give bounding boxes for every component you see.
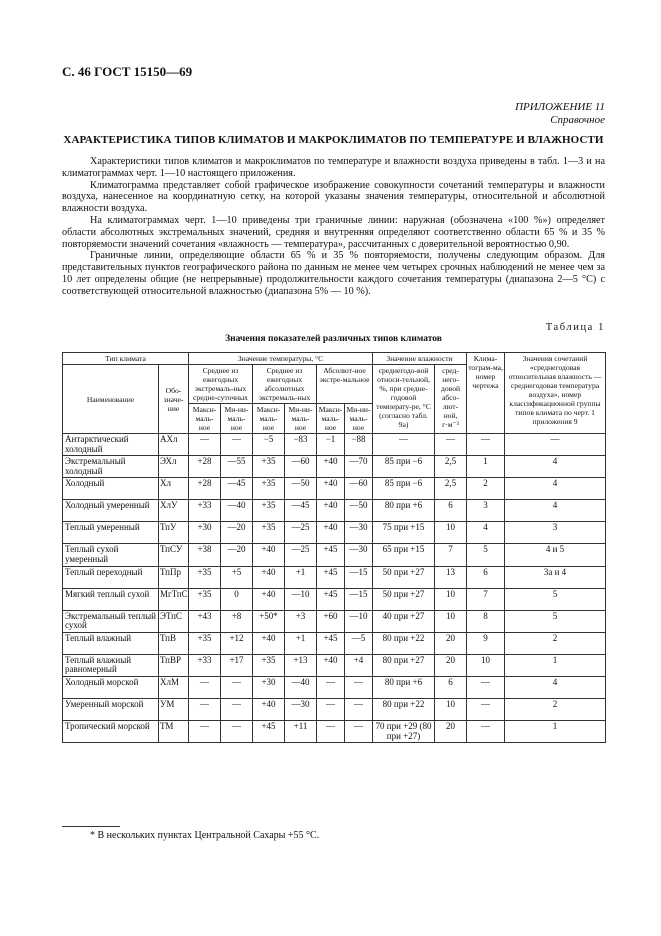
table-row (63, 544, 606, 566)
value-cell: 3а и 4 (505, 566, 606, 588)
value-cell: +35 (189, 588, 221, 610)
climate-code-cell: УМ (159, 698, 189, 720)
table-row (63, 720, 606, 742)
value-cell: — (221, 698, 253, 720)
value-cell: +35 (189, 632, 221, 654)
value-cell: —25 (285, 522, 317, 544)
value-cell: 2,5 (435, 456, 467, 478)
climate-code-cell: ТпУ (159, 522, 189, 544)
climate-code-cell: ТпВР (159, 654, 189, 676)
value-cell: 1 (467, 456, 505, 478)
value-cell: —10 (345, 610, 373, 632)
value-cell: +45 (317, 588, 345, 610)
value-cell: +40 (317, 522, 345, 544)
value-cell: +4 (345, 654, 373, 676)
value-cell: 1 (505, 654, 606, 676)
value-cell: +30 (189, 522, 221, 544)
footnote-divider (62, 826, 120, 827)
value-cell: 5 (505, 610, 606, 632)
value-cell: 13 (435, 566, 467, 588)
value-cell: +50* (253, 610, 285, 632)
value-cell: 6 (435, 676, 467, 698)
value-cell: +40 (317, 654, 345, 676)
value-cell: —30 (345, 544, 373, 566)
value-cell: +45 (317, 632, 345, 654)
table-row (63, 610, 606, 632)
value-cell: 80 при +6 (373, 500, 435, 522)
paragraph: Характеристики типов климатов и макроклиматов по температуре и влажности воздуха приведены в табл. 1—3 и на климатограммах черт. 1—10 настоящего приложения. (62, 156, 605, 179)
climate-code-cell: ЭТпС (159, 610, 189, 632)
value-cell: 40 при +27 (373, 610, 435, 632)
value-cell: +40 (253, 632, 285, 654)
value-cell: — (221, 676, 253, 698)
value-cell: 75 при +15 (373, 522, 435, 544)
page-header: С. 46 ГОСТ 15150—69 (62, 64, 193, 79)
value-cell: +40 (253, 698, 285, 720)
climate-name-cell: Холодный морской (63, 676, 159, 698)
value-cell: 3 (467, 500, 505, 522)
appendix-number: ПРИЛОЖЕНИЕ 11 (515, 101, 605, 113)
value-cell: 80 при +27 (373, 654, 435, 676)
value-cell: 2 (505, 698, 606, 720)
footnote: * В нескольких пунктах Центральной Сахары +55 °С. (90, 830, 320, 841)
value-cell: 70 при +29 (80 при +27) (373, 720, 435, 742)
climate-name-cell: Умеренный морской (63, 698, 159, 720)
value-cell: —15 (345, 588, 373, 610)
value-cell: +35 (253, 500, 285, 522)
value-cell: +40 (253, 566, 285, 588)
value-cell: +35 (253, 654, 285, 676)
appendix-type: Справочное (550, 114, 605, 126)
value-cell: +45 (317, 544, 345, 566)
value-cell: +8 (221, 610, 253, 632)
value-cell: —10 (285, 588, 317, 610)
header-min: Ми-ни-маль-ное (221, 404, 253, 434)
value-cell: —20 (221, 544, 253, 566)
climate-code-cell: Хл (159, 478, 189, 500)
value-cell: 2 (505, 632, 606, 654)
value-cell: — (373, 434, 435, 456)
value-cell: — (221, 720, 253, 742)
value-cell: 20 (435, 720, 467, 742)
value-cell: —45 (221, 478, 253, 500)
header-combination: Значения сочетаний «среднегодовая относительная влажность — среднегодовая температура воздуха», номер классификационной группы типов климата по черт. 1 приложения 9 (505, 353, 606, 434)
table-row (63, 654, 606, 676)
value-cell: +45 (317, 566, 345, 588)
value-cell: 1 (505, 720, 606, 742)
value-cell: — (467, 676, 505, 698)
climate-code-cell: АХл (159, 434, 189, 456)
value-cell: 10 (435, 610, 467, 632)
value-cell: — (467, 720, 505, 742)
value-cell: — (345, 720, 373, 742)
value-cell: — (189, 720, 221, 742)
value-cell: 4 (505, 456, 606, 478)
climate-code-cell: МгТпС (159, 588, 189, 610)
value-cell: +13 (285, 654, 317, 676)
value-cell: 3 (505, 522, 606, 544)
value-cell: — (221, 434, 253, 456)
value-cell: 4 (505, 676, 606, 698)
header-code: Обо-значе-ние (159, 365, 189, 434)
value-cell: 65 при +15 (373, 544, 435, 566)
climate-name-cell: Экстремальный холодный (63, 456, 159, 478)
value-cell: — (189, 698, 221, 720)
value-cell: —30 (345, 522, 373, 544)
value-cell: 80 при +22 (373, 698, 435, 720)
header-temperature: Значение температуры, °С (189, 353, 373, 365)
value-cell: 2 (467, 478, 505, 500)
value-cell: 6 (435, 500, 467, 522)
appendix-label (515, 101, 605, 127)
value-cell: +11 (285, 720, 317, 742)
value-cell: 4 (505, 500, 606, 522)
value-cell: —25 (285, 544, 317, 566)
value-cell: +1 (285, 566, 317, 588)
value-cell: —70 (345, 456, 373, 478)
header-avg-annual-extreme: Среднее из ежегодных абсолютных экстремаль-ных (253, 365, 317, 404)
value-cell: 80 при +6 (373, 676, 435, 698)
value-cell: — (345, 698, 373, 720)
value-cell: +28 (189, 456, 221, 478)
climate-name-cell: Тропический морской (63, 720, 159, 742)
climate-code-cell: ХлМ (159, 676, 189, 698)
value-cell: +33 (189, 654, 221, 676)
value-cell: +35 (253, 478, 285, 500)
value-cell: +30 (253, 676, 285, 698)
value-cell: +35 (189, 566, 221, 588)
value-cell: 85 при −6 (373, 456, 435, 478)
value-cell: — (189, 434, 221, 456)
document-title: ХАРАКТЕРИСТИКА ТИПОВ КЛИМАТОВ И МАКРОКЛИМАТОВ ПО ТЕМПЕРАТУРЕ И ВЛАЖНОСТИ (63, 134, 604, 146)
header-humidity: Значение влажности (373, 353, 467, 365)
header-absolute-extreme: Абсолют-ное экстре-мальное (317, 365, 373, 404)
body-text (62, 156, 605, 298)
header-climatogram: Клима-тограм-ма, номер чертежа (467, 353, 505, 434)
value-cell: — (345, 676, 373, 698)
value-cell: +33 (189, 500, 221, 522)
value-cell: 6 (467, 566, 505, 588)
value-cell: 50 при +27 (373, 588, 435, 610)
value-cell: +28 (189, 478, 221, 500)
value-cell: — (505, 434, 606, 456)
value-cell: 9 (467, 632, 505, 654)
climate-name-cell: Экстремальный теплый сухой (63, 610, 159, 632)
value-cell: 4 (467, 522, 505, 544)
climate-code-cell: ТМ (159, 720, 189, 742)
value-cell: 7 (435, 544, 467, 566)
value-cell: +35 (253, 522, 285, 544)
table-number: Таблица 1 (545, 322, 605, 333)
table-row (63, 632, 606, 654)
climate-name-cell: Теплый переходный (63, 566, 159, 588)
value-cell: 10 (435, 588, 467, 610)
header-absolute-humidity: сред-него-довой абсо-лют-ной, г·м⁻³ (435, 365, 467, 434)
value-cell: —45 (285, 500, 317, 522)
value-cell: 10 (467, 654, 505, 676)
table-body (63, 434, 606, 743)
value-cell: —5 (345, 632, 373, 654)
climate-name-cell: Теплый сухой умеренный (63, 544, 159, 566)
climate-table (62, 352, 606, 743)
table-row (63, 478, 606, 500)
value-cell: —20 (221, 522, 253, 544)
table-row (63, 698, 606, 720)
paragraph: Граничные линии, определяющие области 65 % и 35 % повторяемости, получены следующим образом. Для представительных пунктов географического района по данным не менее чем четырех срочных наблюдений не менее чем за 10 лет определены общие (не непрерывные) продолжительности каждого сочетания температуры (диапазона 2—5 °С) с соответствующей относительной влажностью (диапазона 5% — 10 %). (62, 250, 605, 297)
value-cell: +40 (317, 500, 345, 522)
value-cell: +40 (253, 588, 285, 610)
header-climate-type: Тип климата (63, 353, 189, 365)
value-cell: +43 (189, 610, 221, 632)
value-cell: −1 (317, 434, 345, 456)
table-row (63, 588, 606, 610)
value-cell: 10 (435, 698, 467, 720)
value-cell: +60 (317, 610, 345, 632)
value-cell: — (467, 698, 505, 720)
value-cell: 0 (221, 588, 253, 610)
value-cell: 8 (467, 610, 505, 632)
climate-code-cell: ЭХл (159, 456, 189, 478)
climate-name-cell: Теплый умеренный (63, 522, 159, 544)
table-row (63, 676, 606, 698)
paragraph: На климатограммах черт. 1—10 приведены три граничные линии: наружная (обозначена «100 %») определяет области абсолютных экстремальных значений, средняя и внутренняя определяют соответственно области 65 % и 35 % повторяемости значений сочетания «влажность — температура», рассчитанных с доверительной вероятностью 0,90. (62, 214, 605, 250)
header-min: Ми-ни-маль-ное (285, 404, 317, 434)
value-cell: —40 (221, 500, 253, 522)
value-cell: +1 (285, 632, 317, 654)
value-cell: — (317, 720, 345, 742)
climate-code-cell: ТпСУ (159, 544, 189, 566)
value-cell: — (317, 676, 345, 698)
value-cell: 10 (435, 522, 467, 544)
table-row (63, 522, 606, 544)
value-cell: —40 (285, 676, 317, 698)
value-cell: — (467, 434, 505, 456)
value-cell: — (317, 698, 345, 720)
value-cell: +3 (285, 610, 317, 632)
value-cell: 85 при −6 (373, 478, 435, 500)
value-cell: 7 (467, 588, 505, 610)
header-max: Макси-маль-ное (317, 404, 345, 434)
table-row (63, 500, 606, 522)
value-cell: +45 (253, 720, 285, 742)
table-caption: Значения показателей различных типов климатов (225, 334, 442, 344)
value-cell: +40 (253, 544, 285, 566)
climate-name-cell: Теплый влажный равномерный (63, 654, 159, 676)
value-cell: −5 (253, 434, 285, 456)
value-cell: —55 (221, 456, 253, 478)
value-cell: 20 (435, 654, 467, 676)
value-cell: −88 (345, 434, 373, 456)
header-max: Макси-маль-ное (189, 404, 221, 434)
value-cell: 4 (505, 478, 606, 500)
value-cell: 80 при +22 (373, 632, 435, 654)
value-cell: +38 (189, 544, 221, 566)
value-cell: 20 (435, 632, 467, 654)
value-cell: +5 (221, 566, 253, 588)
value-cell: —60 (345, 478, 373, 500)
value-cell: — (189, 676, 221, 698)
value-cell: −83 (285, 434, 317, 456)
climate-name-cell: Мягкий теплый сухой (63, 588, 159, 610)
value-cell: 5 (467, 544, 505, 566)
value-cell: 4 и 5 (505, 544, 606, 566)
value-cell: +17 (221, 654, 253, 676)
header-avg-daily: Среднее из ежегодных экстремаль-ных средне-суточных (189, 365, 253, 404)
value-cell: +40 (317, 478, 345, 500)
climate-name-cell: Теплый влажный (63, 632, 159, 654)
value-cell: +40 (317, 456, 345, 478)
value-cell: —30 (285, 698, 317, 720)
header-min: Ми-ни-маль-ное (346, 405, 371, 432)
value-cell: +35 (253, 456, 285, 478)
value-cell: —15 (345, 566, 373, 588)
table-row (63, 566, 606, 588)
table-row (63, 434, 606, 456)
climate-code-cell: ТпПр (159, 566, 189, 588)
value-cell: 2,5 (435, 478, 467, 500)
climate-name-cell: Холодный умеренный (63, 500, 159, 522)
climate-name-cell: Антарктический холодный (63, 434, 159, 456)
climate-name-cell: Холодный (63, 478, 159, 500)
value-cell: 5 (505, 588, 606, 610)
header-relative-humidity: среднегодо-вой относи-тельной, %, при средне-годовой температу-ре, °С (согласно табл. 9а) (373, 365, 435, 434)
value-cell: +12 (221, 632, 253, 654)
climate-code-cell: ХлУ (159, 500, 189, 522)
value-cell: —50 (285, 478, 317, 500)
table-row (63, 456, 606, 478)
header-max: Макси-маль-ное (253, 404, 285, 434)
header-name: Наименование (63, 365, 159, 434)
value-cell: —50 (345, 500, 373, 522)
value-cell: —60 (285, 456, 317, 478)
climate-code-cell: ТпВ (159, 632, 189, 654)
value-cell: — (435, 434, 467, 456)
paragraph: Климатограмма представляет собой графическое изображение совокупности сочетаний температуры и влажности воздуха, нанесенное на координатную сетку, на которой указаны значения температуры, относительной и абсолютной влажности воздуха. (62, 179, 605, 215)
value-cell: 50 при +27 (373, 566, 435, 588)
